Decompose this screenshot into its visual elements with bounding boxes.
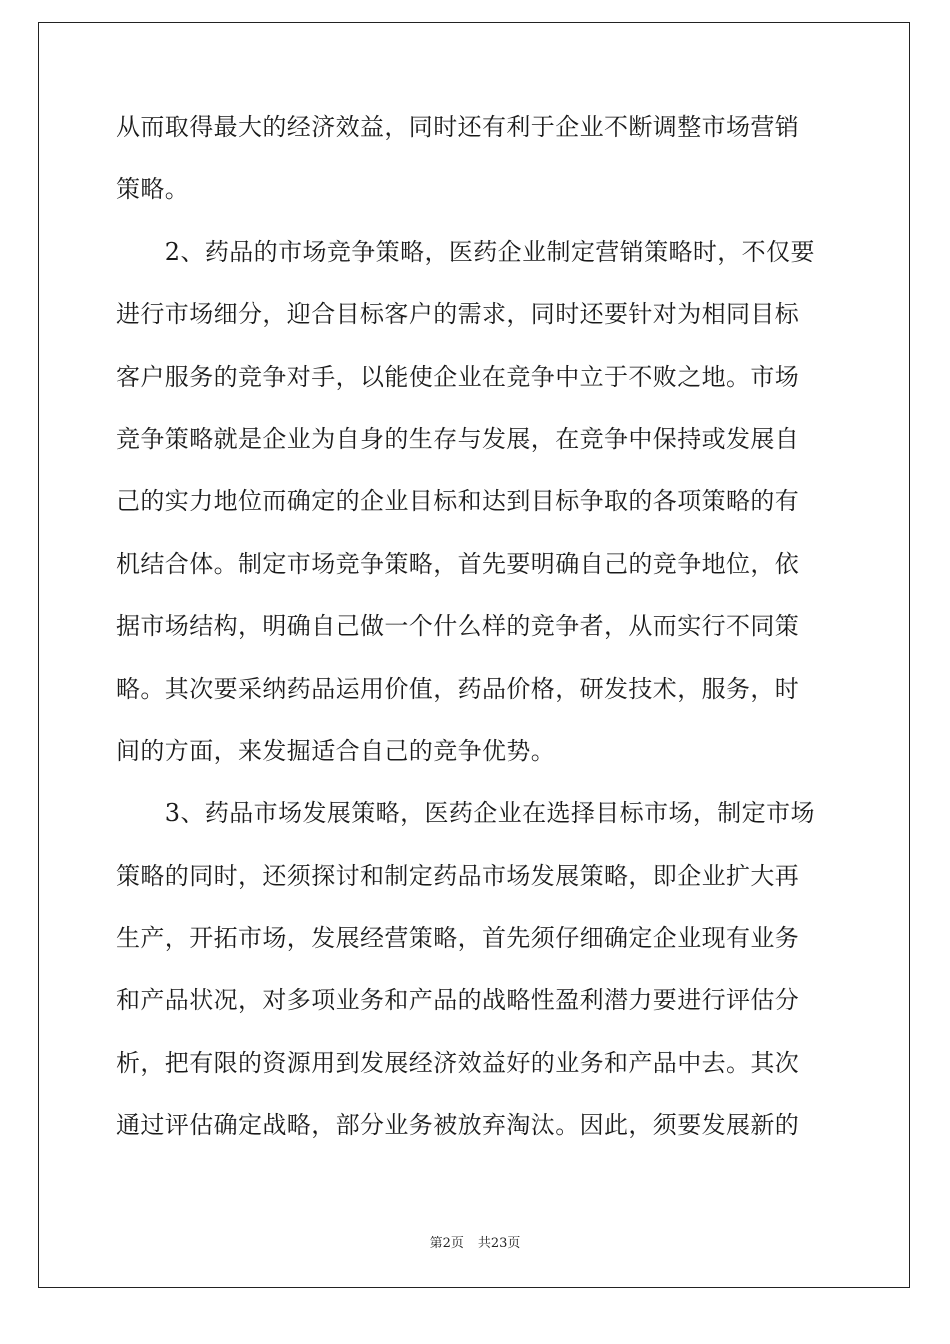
text-line: 和产品状况，对多项业务和产品的战略性盈利潜力要进行评估分: [116, 986, 800, 1015]
text-line: 从而取得最大的经济效益，同时还有利于企业不断调整市场营销: [116, 113, 800, 141]
text-line: 析，把有限的资源用到发展经济效益好的业务和产品中去。其次: [116, 1048, 800, 1077]
text-line: 3、药品市场发展策略，医药企业在选择目标市场，制定市场: [116, 799, 815, 828]
page-number-total: 共23页: [477, 1236, 521, 1251]
document-body: [116, 96, 846, 1157]
text-line: 竞争策略就是企业为自身的生存与发展，在竞争中保持或发展自: [116, 424, 800, 453]
text-line: 通过评估确定战略，部分业务被放弃淘汰。因此，须要发展新的: [116, 1111, 800, 1140]
text-line: 2、药品的市场竞争策略，医药企业制定营销策略时，不仅要: [116, 237, 815, 266]
text-line: 据市场结构，明确自己做一个什么样的竞争者，从而实行不同策: [116, 612, 800, 641]
page-number-current: 第2页: [429, 1236, 464, 1251]
text-line: 间的方面，来发掘适合自己的竞争优势。: [116, 736, 556, 765]
text-line: 己的实力地位而确定的企业目标和达到目标争取的各项策略的有: [116, 487, 800, 516]
text-line: 略。其次要采纳药品运用价值，药品价格，研发技术，服务，时: [116, 674, 800, 703]
text-line: 策略。: [116, 175, 190, 204]
text-line: 机结合体。制定市场竞争策略，首先要明确自己的竞争地位，依: [116, 549, 800, 578]
page-footer: [0, 1232, 950, 1251]
text-line: 生产，开拓市场，发展经营策略，首先须仔细确定企业现有业务: [116, 924, 800, 953]
text-line: 进行市场细分，迎合目标客户的需求，同时还要针对为相同目标: [116, 300, 800, 329]
text-line: 客户服务的竞争对手，以能使企业在竞争中立于不败之地。市场: [116, 362, 800, 391]
text-line: 策略的同时，还须探讨和制定药品市场发展策略，即企业扩大再: [116, 861, 800, 890]
